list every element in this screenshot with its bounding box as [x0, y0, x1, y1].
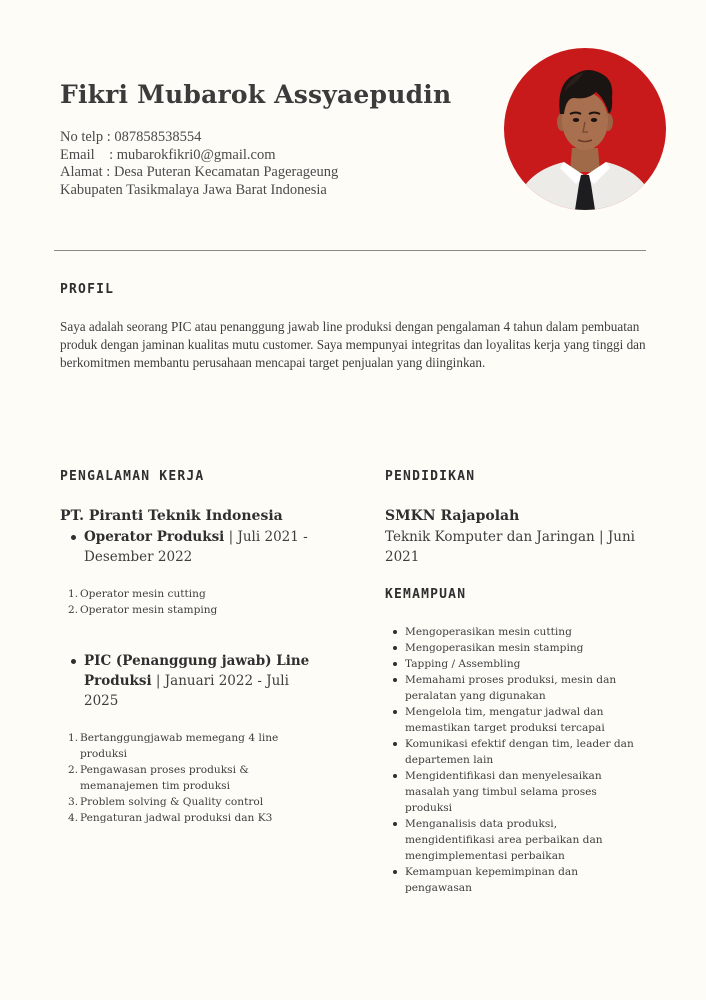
- list-item: Tapping / Assembling: [393, 656, 638, 672]
- list-item: Mengidentifikasi dan menyelesaikan masalah yang timbul selama proses produksi: [393, 768, 638, 816]
- role-item: [84, 651, 324, 711]
- list-item: Memahami proses produksi, mesin dan peralatan yang digunakan: [393, 672, 638, 704]
- role-title: PIC (Penanggung jawab) Line Produksi: [84, 653, 310, 689]
- list-item: Komunikasi efektif dengan tim, leader dan departemen lain: [393, 736, 638, 768]
- skills-heading: KEMAMPUAN: [385, 587, 467, 602]
- address-line: Alamat : Desa Puteran Kecamatan Pagerageung: [60, 164, 339, 180]
- contact-info: [60, 129, 338, 199]
- role-period: | Juli 2021 - Desember 2022: [84, 529, 308, 565]
- list-item: 1. Bertanggungjawab memegang 4 line produksi: [68, 732, 279, 760]
- email-line: Email : mubarokfikri0@gmail.com: [60, 146, 276, 163]
- header-divider: [54, 250, 646, 251]
- list-item: 1. Operator mesin cutting: [68, 588, 206, 600]
- person-portrait-image: [504, 48, 666, 210]
- list-item: Mengelola tim, mengatur jadwal dan memastikan target produksi tercapai: [393, 704, 638, 736]
- list-item: Mengoperasikan mesin cutting: [393, 624, 638, 640]
- role-task-list: [68, 586, 328, 618]
- profile-photo: [504, 48, 666, 210]
- role-task-list: [68, 730, 328, 826]
- address-line-2: Kabupaten Tasikmalaya Jawa Barat Indonesia: [60, 181, 327, 198]
- profile-heading: PROFIL: [60, 282, 115, 297]
- list-item: 4. Pengaturan jadwal produksi dan K3: [68, 812, 273, 824]
- school-name: SMKN Rajapolah: [385, 508, 520, 524]
- list-item: Mengoperasikan mesin stamping: [393, 640, 638, 656]
- role-title: Operator Produksi: [84, 529, 225, 545]
- list-item: 3. Problem solving & Quality control: [68, 796, 264, 808]
- company-name: PT. Piranti Teknik Indonesia: [60, 508, 283, 524]
- phone-line: No telp : 087858538554: [60, 129, 202, 145]
- list-item: Kemampuan kepemimpinan dan pengawasan: [393, 864, 638, 896]
- experience-heading: PENGALAMAN KERJA: [60, 469, 205, 484]
- role-item: [84, 527, 324, 567]
- profile-text: Saya adalah seorang PIC atau penanggung jawab line produksi dengan pengalaman 4 tahun dalam pembuatan produk dengan jaminan kualitas mutu customer. Saya mempunyai integritas dan loyalitas kerja yang tinggi dan berkomitmen membantu perusahaan mencapai target penjualan yang diinginkan.: [60, 319, 646, 370]
- education-heading: PENDIDIKAN: [385, 469, 476, 484]
- skills-list: [393, 624, 638, 896]
- list-item: 2. Operator mesin stamping: [68, 604, 218, 616]
- list-item: Menganalisis data produksi, mengidentifikasi area perbaikan dan mengimplementasi perbaikan: [393, 816, 638, 864]
- role-period: | Januari 2022 - Juli 2025: [84, 673, 289, 709]
- study-program: Teknik Komputer dan Jaringan | Juni 2021: [385, 529, 635, 565]
- list-item: 2. Pengawasan proses produksi & memanajemen tim produksi: [68, 764, 249, 792]
- candidate-name: Fikri Mubarok Assyaepudin: [60, 80, 452, 109]
